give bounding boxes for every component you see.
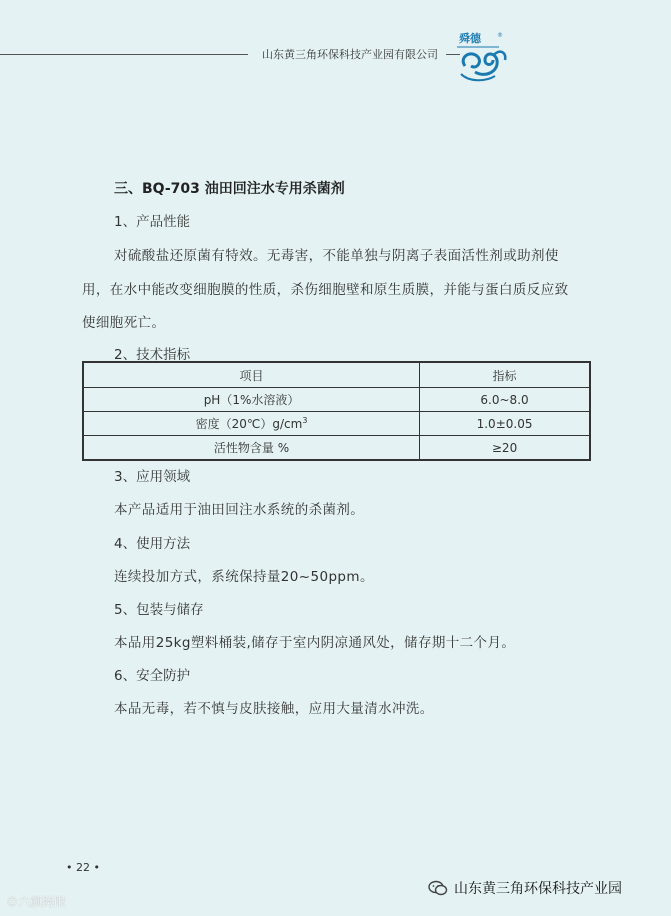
spec-item: 密度（20℃）g/cm (195, 417, 303, 431)
wechat-watermark (428, 878, 622, 898)
performance-heading: 1、产品性能 (114, 214, 191, 230)
specs-heading: 2、技术指标 (114, 347, 191, 363)
page-number: • 22 • (66, 861, 100, 874)
packaging-text: 本品用25kg塑料桶装,储存于室内阴凉通风处，储存期十二个月。 (114, 635, 516, 651)
usage-text: 连续投加方式，系统保持量20~50ppm。 (114, 569, 374, 585)
spec-table (82, 361, 591, 461)
safety-heading: 6、安全防护 (114, 668, 191, 684)
watermark-left: ©六颜跨限 (6, 895, 67, 909)
table-row (83, 388, 590, 412)
performance-line-1: 对硫酸盐还原菌有特效。无毒害，不能单独与阴离子表面活性剂或助剂使 (114, 248, 559, 264)
spec-table-header (83, 362, 590, 388)
registered-mark: ® (497, 32, 503, 39)
table-row (83, 436, 590, 461)
header-company-name: 山东黄三角环保科技产业园有限公司 (262, 48, 438, 61)
usage-heading: 4、使用方法 (114, 536, 191, 552)
column-header: 指标 (420, 362, 590, 388)
spec-value: 1.0±0.05 (420, 412, 590, 436)
performance-line-3: 使细胞死亡。 (82, 315, 166, 331)
section-title: 三、BQ-703 油田回注水专用杀菌剂 (114, 181, 345, 197)
spec-item-superscript: 3 (302, 416, 308, 425)
header-rule (0, 54, 248, 55)
spec-item-cell (83, 412, 420, 436)
performance-line-2: 用，在水中能改变细胞膜的性质，杀伤细胞壁和原生质膜，并能与蛋白质反应致 (82, 282, 569, 298)
application-heading: 3、应用领域 (114, 469, 191, 485)
wechat-account-name: 山东黄三角环保科技产业园 (454, 881, 622, 897)
company-logo (455, 28, 515, 86)
wave-logo-icon (455, 28, 515, 86)
column-header: 项目 (83, 362, 420, 388)
spec-value: ≥20 (420, 436, 590, 461)
spec-item: 活性物含量 % (83, 436, 420, 461)
table-row (83, 412, 590, 436)
spec-value: 6.0~8.0 (420, 388, 590, 412)
packaging-heading: 5、包装与储存 (114, 602, 204, 618)
wechat-icon (428, 880, 448, 896)
spec-item: pH（1%水溶液） (83, 388, 420, 412)
logo-text: 舜德 (459, 32, 481, 45)
safety-text: 本品无毒，若不慎与皮肤接触，应用大量清水冲洗。 (114, 701, 434, 717)
application-text: 本产品适用于油田回注水系统的杀菌剂。 (114, 502, 365, 518)
